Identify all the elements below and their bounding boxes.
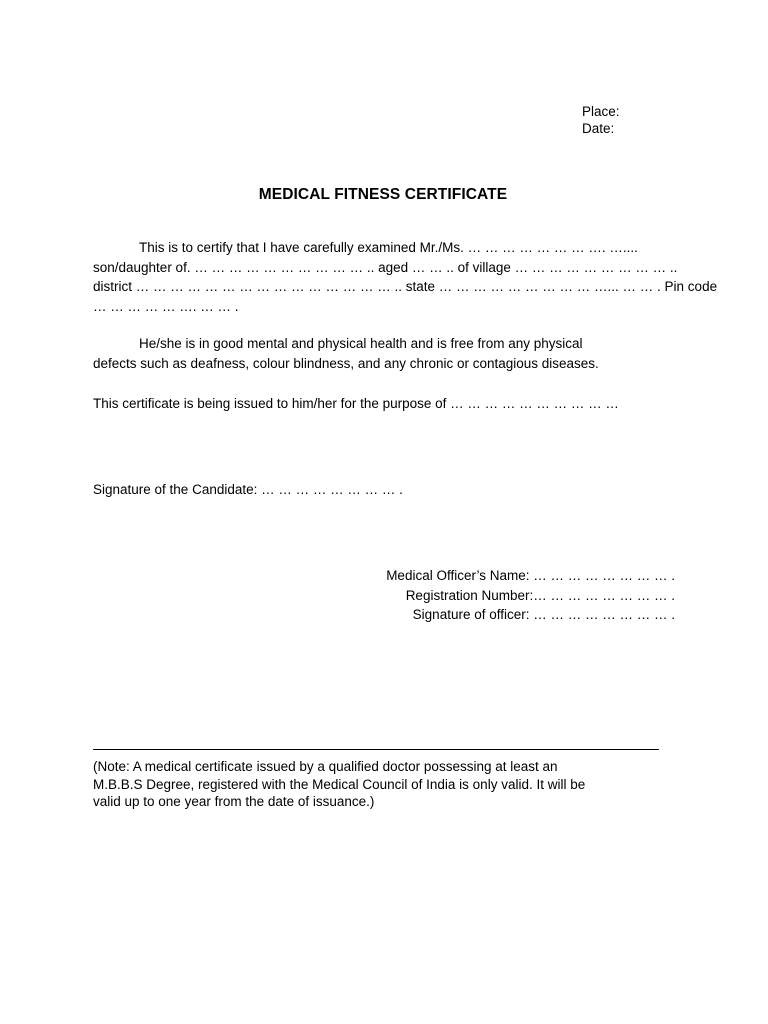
candidate-signature-line: Signature of the Candidate: … … … … … … … … . bbox=[93, 482, 403, 497]
purpose-paragraph bbox=[93, 394, 675, 414]
medical-officer-block bbox=[386, 566, 675, 625]
date-label: Date: bbox=[582, 121, 615, 136]
certify-paragraph bbox=[93, 238, 718, 316]
candidate-signature-paragraph bbox=[93, 480, 675, 500]
note-line-3: valid up to one year from the date of issuance.) bbox=[93, 794, 375, 809]
certify-line-2: son/daughter of. … … … … … … … … … … .. aged … … .. of village … … … … … … … … … .. bbox=[93, 259, 678, 275]
place-date-block bbox=[582, 103, 620, 137]
certify-line-4: … … … … … …. … … . bbox=[93, 298, 239, 314]
health-paragraph bbox=[93, 334, 675, 373]
note-line-1: (Note: A medical certificate issued by a qualified doctor possessing at least an bbox=[93, 759, 558, 774]
place-label: Place: bbox=[582, 104, 620, 119]
certify-line-3: district … … … … … … … … … … … … … … … .. state … … … … … … … … … …... … … . Pin code bbox=[93, 279, 718, 294]
certify-line-1: This is to certify that I have carefully examined Mr./Ms. … … … … … … … …. ….... bbox=[139, 240, 638, 255]
validity-note bbox=[93, 758, 673, 811]
note-divider bbox=[93, 749, 659, 750]
health-line-2: defects such as deafness, colour blindness, and any chronic or contagious diseases. bbox=[93, 355, 599, 371]
registration-number-line: Registration Number:… … … … … … … … . bbox=[405, 587, 675, 603]
officer-signature-line: Signature of officer: … … … … … … … … . bbox=[412, 607, 675, 622]
officer-name-line: Medical Officer’s Name: … … … … … … … … . bbox=[386, 568, 675, 583]
certificate-title-wrap bbox=[0, 186, 768, 204]
health-line-1: He/she is in good mental and physical health and is free from any physical bbox=[139, 336, 583, 351]
certificate-title: MEDICAL FITNESS CERTIFICATE bbox=[258, 186, 508, 203]
note-line-2: M.B.B.S Degree, registered with the Medical Council of India is only valid. It will be bbox=[93, 776, 586, 792]
purpose-line: This certificate is being issued to him/her for the purpose of … … … … … … … … … … bbox=[93, 396, 619, 411]
